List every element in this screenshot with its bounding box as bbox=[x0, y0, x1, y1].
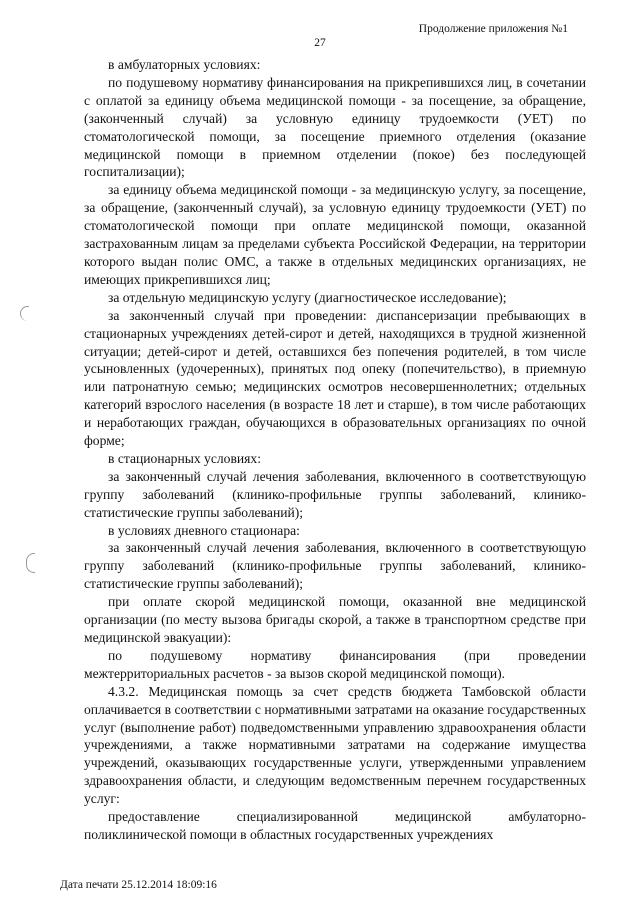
paragraph-inpatient-heading: в стационарных условиях: bbox=[108, 450, 261, 466]
paragraph-inpatient-case: за законченный случай лечения заболевания, включенного в соответствующую группу заболеваний (клинико-профильные группы заболеваний, клинико-статистические группы заболеваний); bbox=[84, 468, 586, 520]
paragraph-section-4-3-2: 4.3.2. Медицинская помощь за счет средств бюджета Тамбовской области оплачивается в соответствии с нормативными затратами на оказание государственных услуг (выполнение работ) подведомственными управлению здравоохранения области учреждениями, а также нормативными затратами на содержание имущества учреждений, оказывающих государственные услуги, утвержденными управлением здравоохранения области, и следующим ведомственным перечнем государственных услуг: bbox=[84, 683, 586, 807]
paragraph-separate-service: за отдельную медицинскую услугу (диагностическое исследование); bbox=[108, 289, 507, 305]
paragraph-day-hospital-heading: в условиях дневного стационара: bbox=[108, 522, 300, 538]
print-date: Дата печати 25.12.2014 18:09:16 bbox=[60, 879, 217, 891]
paragraph-ambulance-payment: при оплате скорой медицинской помощи, оказанной вне медицинской организации (по месту вызова бригады скорой, а также в транспортном средстве при медицинской эвакуации): bbox=[84, 594, 586, 645]
paragraph-unit-of-care: за единицу объема медицинской помощи - за медицинскую услугу, за посещение, за обращение, (законченный случай), за условную единицу трудоемкости (УЕТ) по стоматологической помощи при оплате медицинской помощи, оказанной застрахованным лицам за пределами субъекта Российской Федерации, на территории которого выдан полис ОМС, а также в отдельных медицинских организациях, не имеющих прикрепившихся лиц; bbox=[84, 182, 586, 287]
scan-mark bbox=[20, 306, 29, 321]
paragraph-outpatient-heading: в амбулаторных условиях: bbox=[108, 57, 261, 72]
scan-mark bbox=[26, 553, 35, 573]
paragraph-day-hospital-case: за законченный случай лечения заболевания, включенного в соответствующую группу заболеваний (клинико-профильные группы заболеваний, клинико-статистические группы заболеваний); bbox=[84, 540, 586, 592]
paragraph-completed-case-screening: за законченный случай при проведении: диспансеризации пребывающих в стационарных учреждениях детей-сирот и детей, находящихся в трудной жизненной ситуации; детей-сирот и детей, оставшихся без попечения родителей, в том числе усыновленных (удочеренных), принятых под опеку (попечительство), в приемную или патронатную семью; медицинских осмотров несовершеннолетних; отдельных категорий взрослого населения (в возрасте 18 лет и старше), в том числе работающих и неработающих граждан, обучающихся в образовательных организациях по очной форме; bbox=[84, 307, 586, 449]
document-body bbox=[84, 56, 586, 844]
paragraph-specialized-care: предоставление специализированной медицинской амбулаторно-поликлинической помощи в областных государственных учреждениях bbox=[84, 809, 586, 842]
appendix-note: Продолжение приложения №1 bbox=[418, 23, 568, 35]
page-number: 27 bbox=[314, 37, 326, 49]
paragraph-per-capita-outpatient: по подушевому нормативу финансирования на прикрепившихся лиц, в сочетании с оплатой за единицу объема медицинской помощи - за посещение, за обращение, (законченный случай) за условную единицу трудоемкости (УЕТ) по стоматологической помощи, за посещение приемного отделения (оказание медицинской помощи в приемном отделении (покое) без последующей госпитализации); bbox=[84, 74, 586, 180]
paragraph-ambulance-per-capita: по подушевому нормативу финансирования (при проведении межтерриториальных расчетов - за вызов скорой медицинской помощи). bbox=[84, 647, 586, 681]
